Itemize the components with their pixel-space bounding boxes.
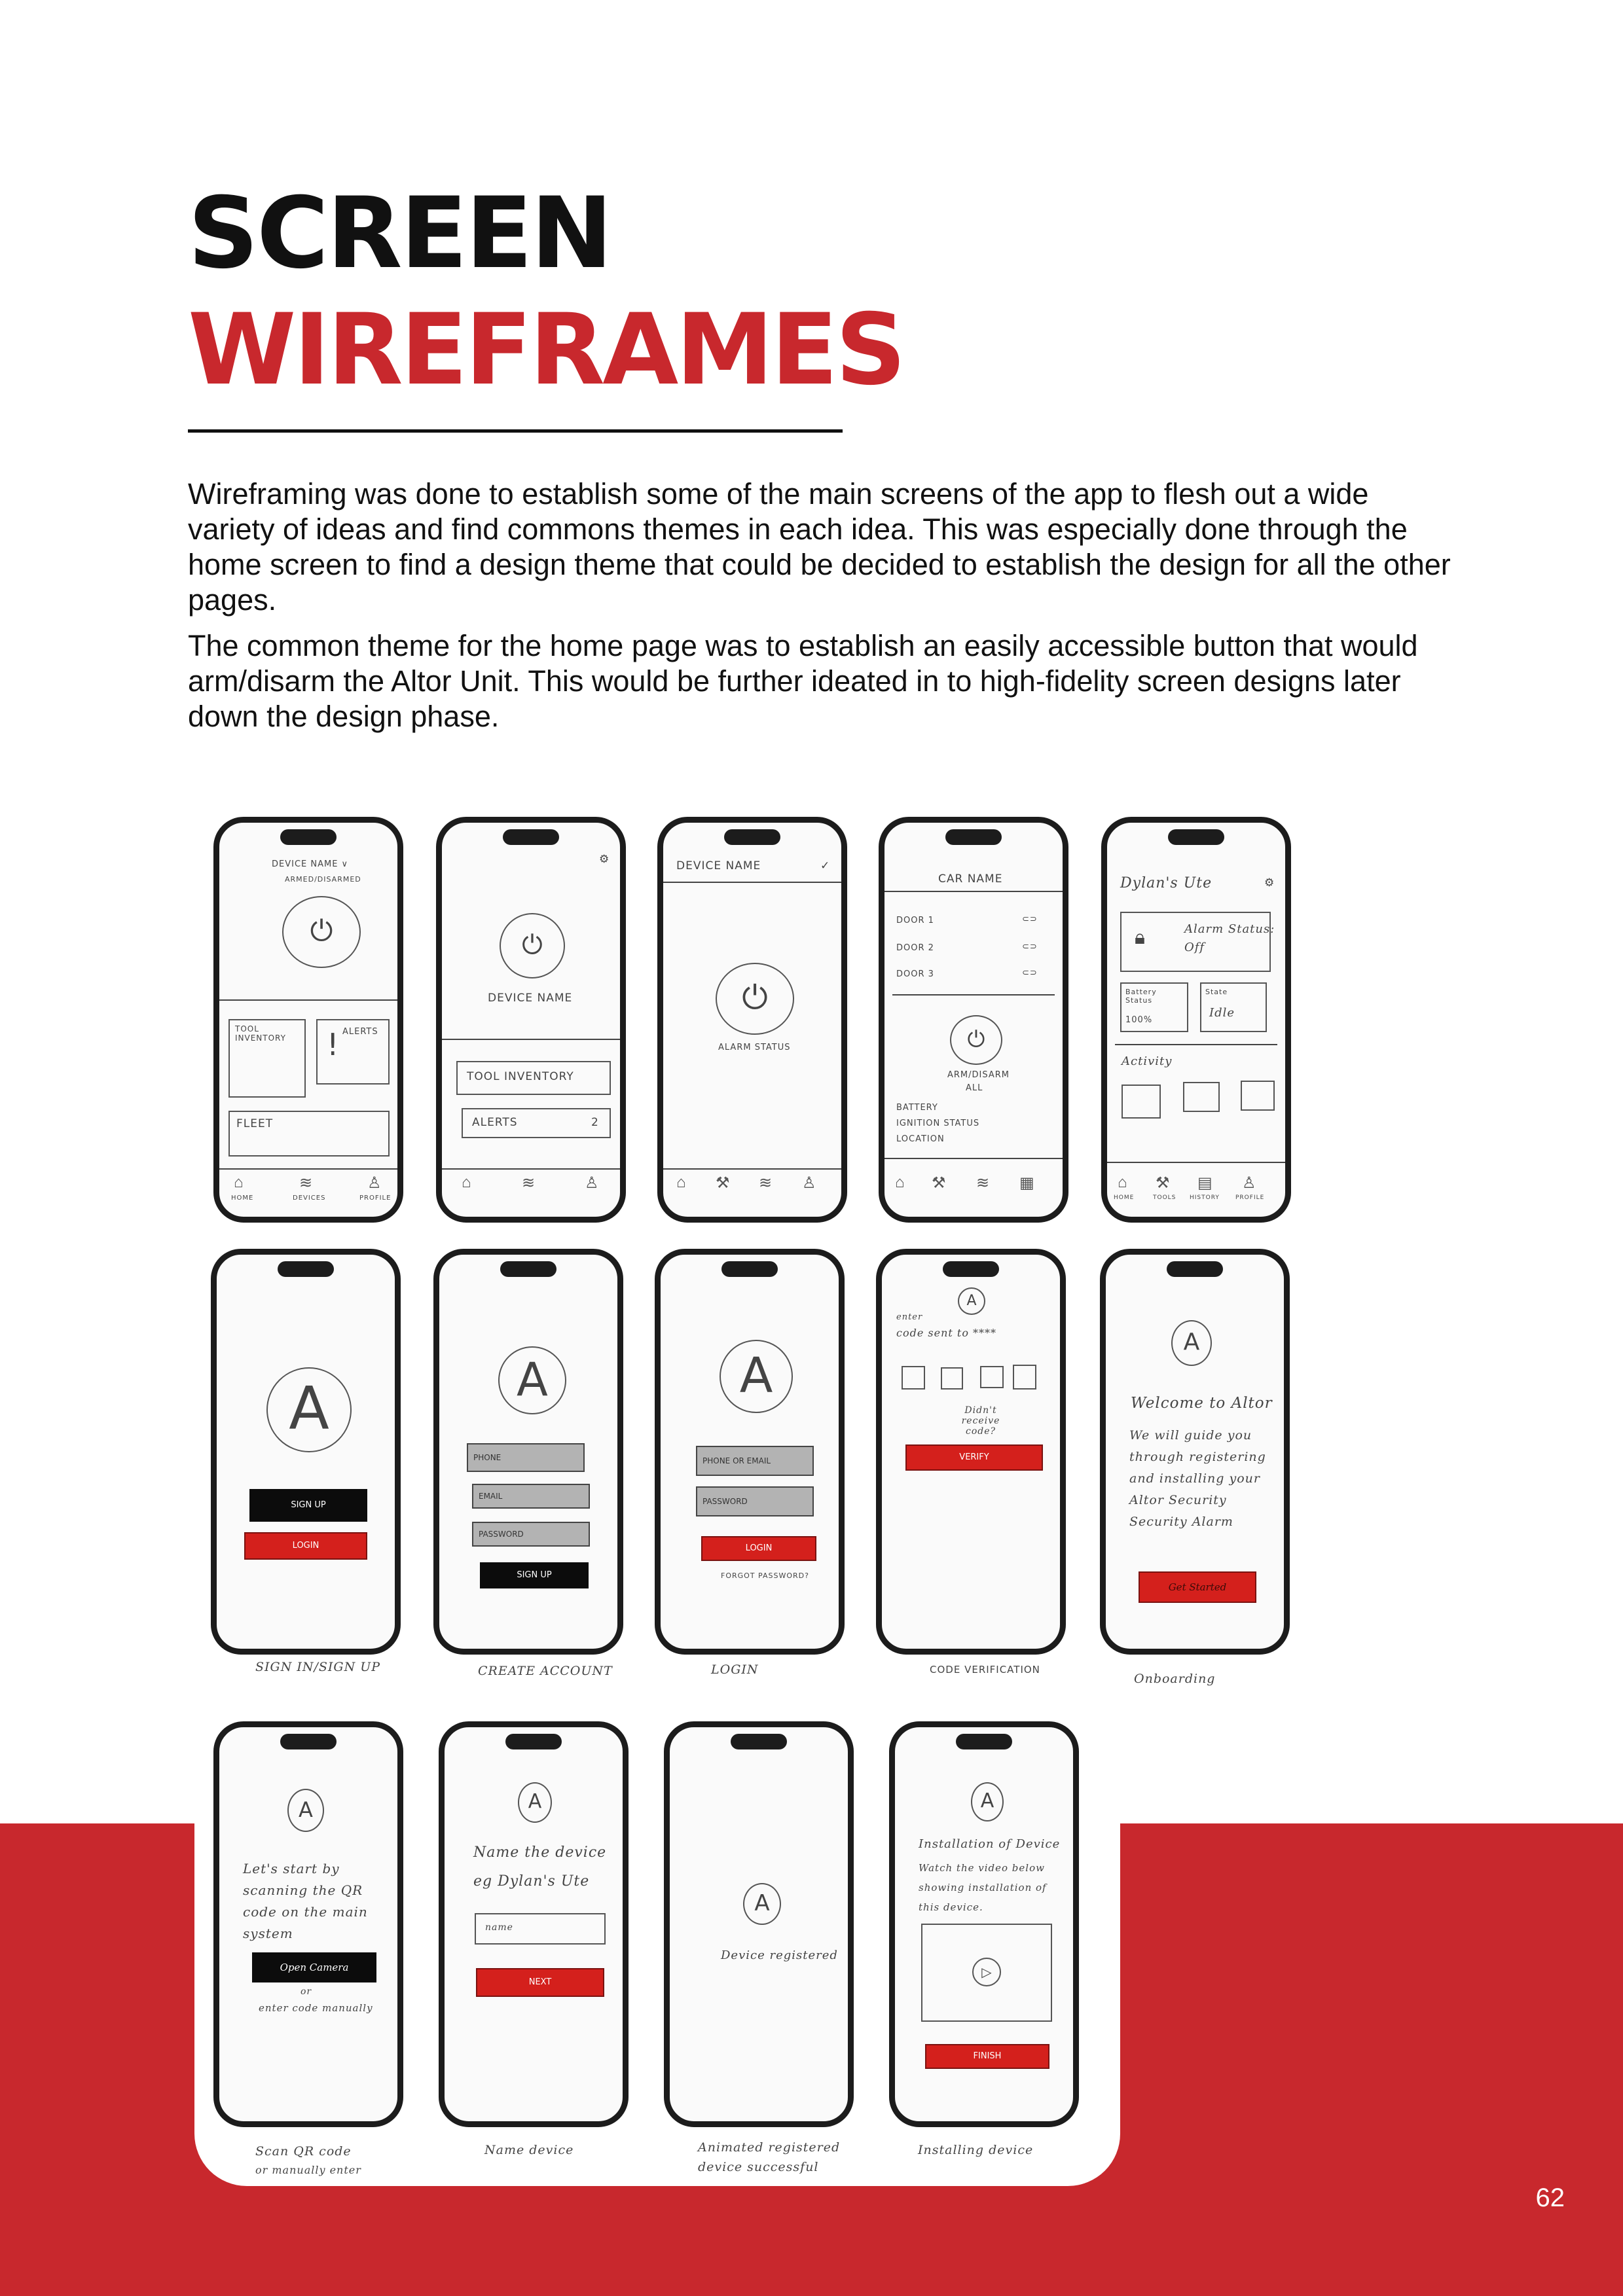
phone-notch [1168,829,1224,845]
altor-logo: A [518,1782,552,1823]
sign-up-button[interactable]: SIGN UP [480,1562,589,1588]
state-label: State [1205,988,1228,996]
profile-icon: ♙ [1242,1174,1256,1192]
wireframe-create-account [433,1249,623,1655]
wireframe-onboarding [1100,1249,1290,1655]
or-label: or [301,1986,312,1997]
battery-card [1120,982,1188,1032]
get-started-button[interactable]: Get Started [1139,1571,1256,1603]
nav-home-label: HOME [231,1194,254,1202]
signal-icon: ≋ [976,1174,990,1192]
altor-logo: A [720,1340,793,1413]
phone-notch [731,1734,787,1749]
code-sent-label: code sent to **** [896,1327,997,1339]
wireframe-home-4 [879,817,1068,1223]
name-device-instruction: Name the device eg Dylan's Ute [473,1844,607,1890]
wireframe-login [655,1249,845,1655]
enter-code-manually-link[interactable]: enter code manually [259,2002,373,2014]
battery-value: 100% [1125,1015,1153,1025]
bottom-nav [663,1168,841,1202]
sign-up-button[interactable]: SIGN UP [249,1489,367,1522]
divider [219,999,397,1001]
car-name-label: CAR NAME [938,872,1003,886]
battery-label: BATTERY [896,1103,938,1113]
code-digit-box[interactable] [980,1366,1004,1388]
page-title-line1: SCREEN [188,177,611,291]
tool-inventory-label: TOOL INVENTORY [467,1070,574,1083]
page-title-line2: WIREFRAMES [188,293,904,407]
device-name-field[interactable] [475,1913,606,1945]
fleet-label: FLEET [236,1117,274,1130]
nav-tools-label: TOOLS [1153,1194,1176,1201]
alarm-status-label: Alarm Status: [1184,922,1275,936]
divider [1115,1044,1277,1045]
wireframe-installing-device [889,1721,1079,2127]
nav-profile-label: PROFILE [359,1194,392,1202]
alert-icon: ! [327,1027,340,1062]
door-1-toggle-icon: ⊂⊃ [1022,914,1038,924]
phone-or-email-field[interactable]: PHONE OR EMAIL [696,1446,814,1476]
altor-logo: A [743,1883,781,1925]
password-field[interactable]: PASSWORD [696,1486,814,1516]
enter-label: enter [896,1312,923,1322]
code-digit-box[interactable] [902,1366,925,1390]
wireframe-home-1 [213,817,403,1223]
alerts-label: ALERTS [472,1116,518,1129]
devices-icon: ≋ [299,1174,313,1192]
divider [892,994,1055,996]
vehicle-name-label: Dylan's Ute [1120,875,1213,891]
phone-notch [278,1261,334,1277]
welcome-heading: Welcome to Altor [1131,1395,1273,1412]
tool-inventory-label: TOOL INVENTORY [235,1024,286,1043]
finish-button[interactable]: FINISH [925,2044,1049,2069]
nav-divider [884,1158,1063,1159]
device-name-placeholder: name [485,1922,513,1933]
page-number: 62 [1535,2183,1565,2212]
caption-code-verification: CODE VERIFICATION [930,1664,1040,1676]
wireframe-home-2 [436,817,626,1223]
wireframe-sign-in-sign-up [211,1249,401,1655]
power-button-icon: ⏻ [282,896,361,968]
phone-notch [280,829,337,845]
home-icon: ⌂ [234,1174,244,1191]
divider [663,882,841,883]
installation-video[interactable] [921,1924,1052,2022]
tools-icon: ⚒ [1156,1174,1170,1192]
phone-notch [280,1734,337,1749]
device-registered-message: Device registered [721,1948,838,1962]
device-name-label: DEVICE NAME ∨ [272,859,349,869]
altor-logo: A [1171,1320,1212,1366]
power-button-icon: ⏻ [500,913,565,978]
caption-sign-in-sign-up: SIGN IN/SIGN UP [255,1660,381,1674]
profile-icon: ♙ [802,1174,816,1192]
phone-notch [1167,1261,1223,1277]
phone-notch [505,1734,562,1749]
verify-button[interactable]: VERIFY [905,1444,1043,1471]
devices-icon: ≋ [522,1174,536,1192]
login-button[interactable]: LOGIN [701,1536,816,1561]
phone-notch [500,1261,556,1277]
caption-scan-qr-line2: or manually enter [255,2164,361,2176]
settings-icon: ⚙ [599,853,610,866]
tools-icon: ⚒ [716,1174,730,1192]
phone-notch [945,829,1002,845]
phone-notch [724,829,780,845]
paragraph-2: The common theme for the home page was to establish an easily accessible button that would arm/disarm the Altor Unit. This would be further ideated in to high-fidelity screen designs later down the design phase. [188,629,1418,733]
state-value: Idle [1209,1006,1235,1020]
tool-inventory-tile [228,1019,306,1098]
battery-label: Battery Status [1125,988,1157,1005]
alarm-status-value: Off [1184,941,1205,954]
code-digit-box[interactable] [1013,1365,1036,1390]
home-icon: ⌂ [676,1174,686,1191]
door-2-label: DOOR 2 [896,943,934,953]
home-icon: ⌂ [462,1174,471,1191]
wireframe-name-device [439,1721,629,2127]
alarm-status-label: ALARM STATUS [718,1043,791,1052]
nav-devices-label: DEVICES [293,1194,326,1202]
ignition-label: IGNITION STATUS [896,1119,980,1128]
body-text [188,476,1451,745]
login-button[interactable]: LOGIN [244,1532,367,1560]
nav-home-label: HOME [1114,1194,1135,1201]
alerts-row [462,1108,611,1138]
paragraph-1: Wireframing was done to establish some of the main screens of the app to flesh out a wide variety of ideas and find commons themes in each idea. This was especially done through the home screen to find a design theme that could be decided to establish the design for all the other pages. [188,477,1451,617]
history-icon: ▤ [1197,1174,1213,1192]
installation-title: Installation of Device [919,1837,1061,1851]
caption-create-account: CREATE ACCOUNT [478,1664,613,1678]
inventory-icon: ▦ [1019,1174,1034,1192]
altor-logo: A [266,1367,352,1452]
location-label: LOCATION [896,1134,945,1144]
onboarding-description: We will guide you through registering and installing your Altor Security Security Alarm [1129,1428,1266,1529]
activity-card [1183,1082,1220,1112]
caption-onboarding: Onboarding [1134,1672,1216,1686]
state-card [1200,982,1267,1032]
profile-icon: ♙ [585,1174,599,1192]
device-name-label: DEVICE NAME [488,992,573,1005]
profile-icon: ♙ [367,1174,382,1192]
resend-code-link[interactable]: Didn't receive code? [961,1405,1000,1437]
arm-disarm-label: ARM/DISARM [947,1070,1010,1080]
all-label: ALL [966,1083,983,1093]
play-icon[interactable]: ▷ [972,1958,1001,1986]
door-2-toggle-icon: ⊂⊃ [1022,942,1038,952]
caption-name-device: Name device [484,2143,574,2157]
caption-login: LOGIN [711,1662,759,1677]
caption-device-registered-line1: Animated registered [698,2140,841,2155]
power-button-icon: ⏻ [716,963,794,1035]
phone-field[interactable]: PHONE [467,1443,585,1472]
wireframe-home-5 [1101,817,1291,1223]
tools-icon: ⚒ [932,1174,946,1192]
alerts-count: 2 [591,1116,599,1129]
divider [442,1039,620,1040]
phone-notch [943,1261,999,1277]
bottom-nav [219,1168,397,1202]
scan-instruction: Let's start by scanning the QR code on the main system [243,1861,368,1941]
nav-profile-label: PROFILE [1235,1194,1265,1201]
title-divider [188,429,843,433]
door-1-label: DOOR 1 [896,916,934,925]
bottom-nav [1107,1168,1285,1202]
activity-card [1241,1081,1275,1111]
divider [884,891,1063,892]
caption-scan-qr-line1: Scan QR code [255,2144,352,2159]
bottom-nav [884,1168,1063,1202]
wireframe-code-verification [876,1249,1066,1655]
armed-status-label: ARMED/DISARMED [285,875,361,884]
altor-logo: A [287,1789,324,1832]
power-button-icon: ⏻ [950,1015,1002,1065]
wireframe-device-registered [664,1721,854,2127]
chevron-down-icon: ✓ [820,859,831,872]
altor-logo: A [958,1287,985,1315]
caption-device-registered-line2: device successful [698,2160,819,2174]
phone-notch [721,1261,778,1277]
door-3-label: DOOR 3 [896,969,934,979]
caption-installing-device: Installing device [918,2143,1034,2157]
lock-icon: 🔒︎ [1135,926,1146,949]
phone-notch [503,829,559,845]
nav-divider [1107,1162,1285,1163]
code-digit-box[interactable] [941,1367,963,1390]
tool-inventory-row [456,1061,611,1095]
nav-history-label: HISTORY [1190,1194,1220,1201]
email-field[interactable]: EMAIL [472,1484,590,1509]
activity-card [1122,1085,1161,1119]
password-field[interactable]: PASSWORD [472,1522,590,1547]
alerts-tile [316,1019,390,1085]
altor-logo: A [971,1782,1004,1821]
wireframe-home-3 [657,817,847,1223]
activity-label: Activity [1122,1054,1173,1068]
home-icon: ⌂ [1118,1174,1127,1191]
alerts-label: ALERTS [342,1027,378,1037]
next-button[interactable]: NEXT [476,1968,604,1997]
alarm-status-card [1120,912,1275,972]
wireframe-scan-qr [213,1721,403,2127]
altor-logo: A [498,1346,566,1414]
door-3-toggle-icon: ⊂⊃ [1022,968,1038,978]
settings-icon: ⚙ [1264,876,1275,889]
installation-instruction: Watch the video below showing installation of this device. [919,1862,1047,1913]
forgot-password-link[interactable]: FORGOT PASSWORD? [721,1571,809,1580]
fleet-tile [228,1111,390,1157]
device-name-label: DEVICE NAME [676,859,761,872]
open-camera-button[interactable]: Open Camera [252,1952,376,1982]
home-icon: ⌂ [895,1174,905,1191]
signal-icon: ≋ [759,1174,773,1192]
bottom-nav [442,1168,620,1202]
phone-notch [956,1734,1012,1749]
